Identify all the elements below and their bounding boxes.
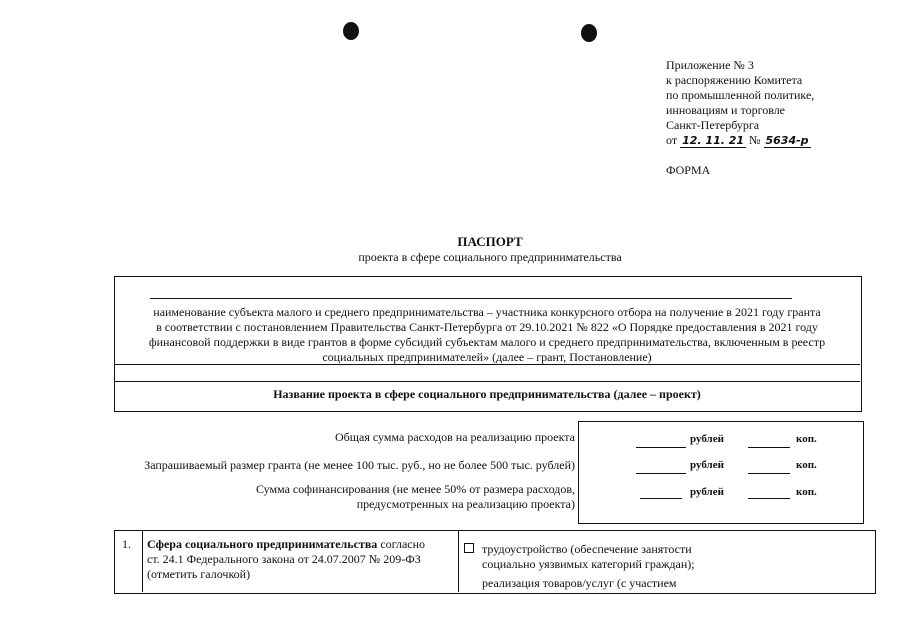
appendix-header <box>666 58 814 148</box>
rubles-unit: рублей <box>690 459 724 471</box>
sphere-title: Сфера социального предпринимательства <box>147 537 378 551</box>
option-line: трудоустройство (обеспечение занятости <box>482 542 692 556</box>
appendix-line: по промышленной политике, <box>666 88 815 102</box>
sphere-title-rest: согласно <box>377 537 426 551</box>
employment-checkbox[interactable] <box>464 543 474 553</box>
sphere-line: (отметить галочкой) <box>147 567 251 581</box>
appendix-date-line <box>666 133 814 148</box>
cofinancing-label <box>256 482 575 512</box>
cofinancing-label-line: предусмотренных на реализацию проекта) <box>356 497 575 511</box>
rubles-input[interactable] <box>636 473 686 474</box>
rubles-input[interactable] <box>640 498 682 499</box>
divider <box>114 364 860 365</box>
appendix-line: Приложение № 3 <box>666 58 754 72</box>
number-prefix: № <box>749 133 761 147</box>
sphere-line <box>147 537 457 552</box>
date-prefix: от <box>666 133 678 147</box>
appendix-line: к распоряжению Комитета <box>666 73 803 87</box>
kopecks-input[interactable] <box>748 498 790 499</box>
kopecks-unit: коп. <box>796 459 817 471</box>
document-title: ПАСПОРТ <box>457 234 523 249</box>
kopecks-unit: коп. <box>796 433 817 445</box>
project-name-line <box>114 381 860 382</box>
rubles-unit: рублей <box>690 486 724 498</box>
rubles-unit: рублей <box>690 433 724 445</box>
handwritten-date: 12. 11. 21 <box>682 134 745 147</box>
entity-caption-line: наименование субъекта малого и среднего предпринимательства – участника конкурсного отбора на получение в 2021 году гранта <box>153 305 821 319</box>
appendix-line: инновациям и торговле <box>666 103 786 117</box>
entity-caption <box>114 305 860 365</box>
option-sales: реализация товаров/услуг (с участием <box>482 576 677 590</box>
table-column-divider <box>142 530 143 592</box>
entity-name-line <box>150 298 792 299</box>
rubles-input[interactable] <box>636 447 686 448</box>
kopecks-input[interactable] <box>748 473 790 474</box>
form-label: ФОРМА <box>666 163 711 177</box>
project-title-label: Название проекта в сфере социального предпринимательства (далее – проект) <box>273 387 701 401</box>
kopecks-unit: коп. <box>796 486 817 498</box>
table-column-divider <box>458 530 459 592</box>
total-expenses-label: Общая сумма расходов на реализацию проекта <box>335 430 575 444</box>
punch-hole-right <box>581 24 597 42</box>
entity-caption-line: финансовой поддержки в виде грантов в форме субсидий субъектам малого и среднего предпринимательства, включенным в реестр <box>148 335 826 349</box>
entity-caption-line: социальных предпринимателей» (далее – грант, Постановление) <box>322 350 652 364</box>
kopecks-input[interactable] <box>748 447 790 448</box>
grant-size-label: Запрашиваемый размер гранта (не менее 100 тыс. руб., но не более 500 тыс. рублей) <box>144 458 575 472</box>
row-number: 1. <box>122 537 131 551</box>
cofinancing-label-line: Сумма софинансирования (не менее 50% от размера расходов, <box>255 482 575 496</box>
sphere-line: ст. 24.1 Федерального закона от 24.07.2007 № 209-ФЗ <box>147 552 421 566</box>
handwritten-number: 5634-р <box>765 134 809 147</box>
appendix-line: Санкт-Петербурга <box>666 118 760 132</box>
sphere-description <box>147 537 457 582</box>
option-employment <box>482 542 695 572</box>
entity-caption-line: в соответствии с постановлением Правительства Санкт-Петербурга от 29.10.2021 № 822 «О Порядке предоставления в 2021 году <box>156 320 818 334</box>
document-subtitle: проекта в сфере социального предпринимательства <box>358 250 622 264</box>
punch-hole-left <box>343 22 359 40</box>
option-line: социально уязвимых категорий граждан); <box>482 557 695 571</box>
